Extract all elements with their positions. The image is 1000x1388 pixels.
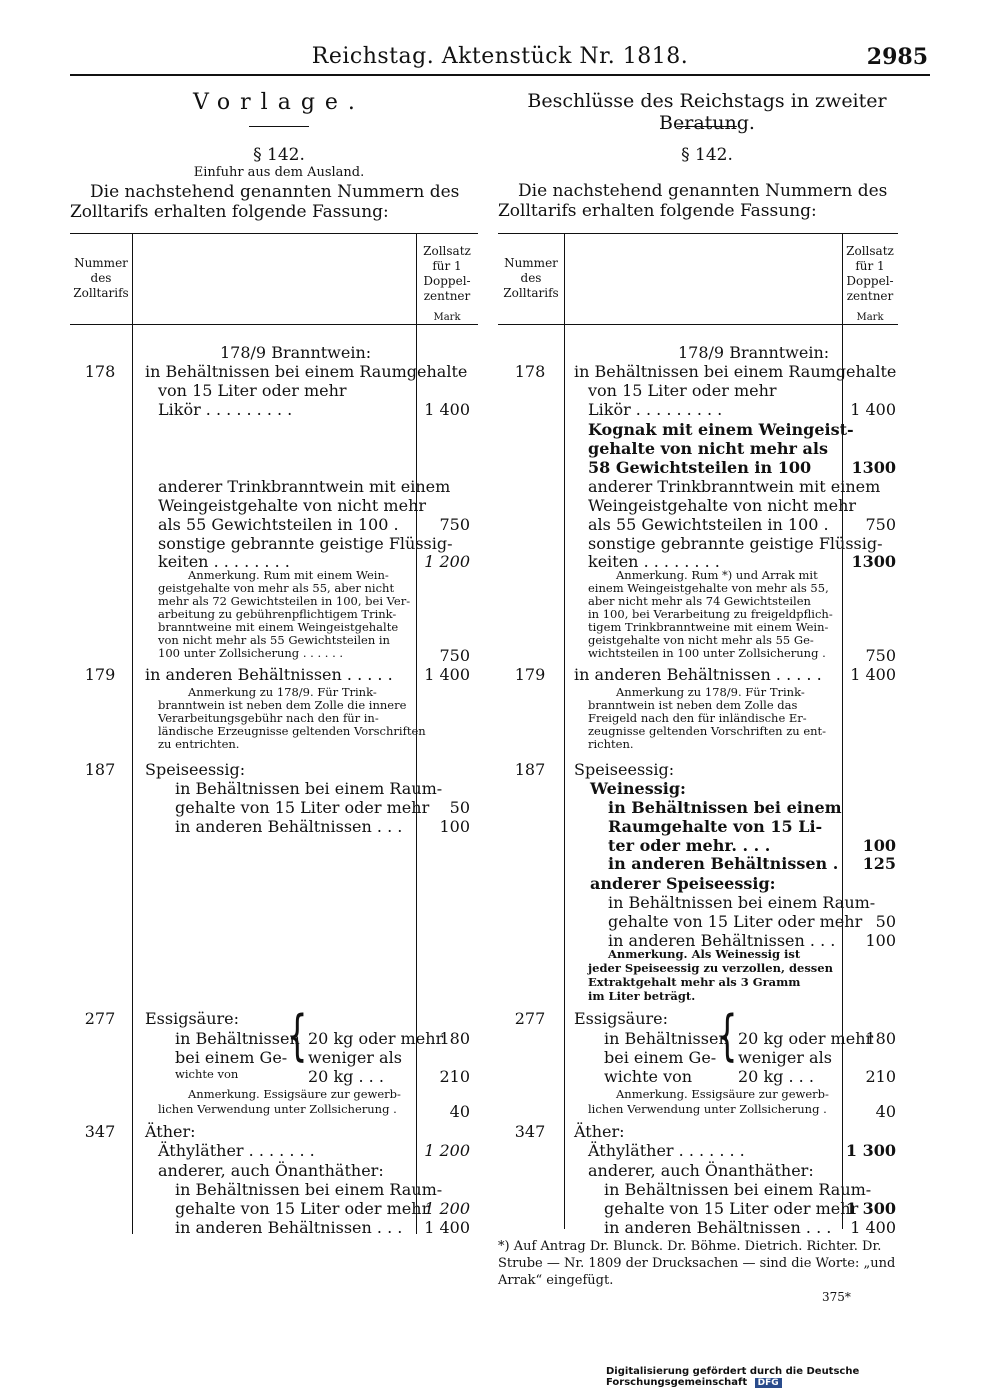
row-text: in anderen Behältnissen . . . [175,817,403,836]
tariff-number: 187 [84,760,116,779]
tariff-number: 178 [514,362,546,381]
header-unit: Mark [856,312,884,323]
header-nummer: Nummer des Zolltarifs [73,256,129,300]
row-text: Weingeistgehalte von nicht mehr [588,496,857,515]
duty-value: 40 [449,1102,470,1121]
duty-value: 1 200 [424,552,470,571]
page-number: 2985 [866,44,928,70]
row-text: in Behältnissen [604,1029,729,1048]
brace-option: 20 kg . . . [308,1067,384,1086]
tariff-number: 187 [514,760,546,779]
duty-value: 210 [865,1067,896,1086]
duty-value: 1 400 [424,1218,470,1237]
row-text: anderer Trinkbranntwein mit einem [588,477,881,496]
row-text: bei einem Ge- [604,1048,717,1067]
column-divider [564,234,565,1229]
row-text: gehalte von 15 Liter oder mehr [175,798,430,817]
footnote: *) Auf Antrag Dr. Blunck. Dr. Böhme. Dietrich. Richter. Dr. Strube — Nr. 1809 der Drucksachen — sind die Worte: „und Arrak“ eingefügt. [498,1239,896,1288]
row-text: wichtsteilen in 100 unter Zollsicherung . [588,646,826,660]
tariff-number: 178 [84,362,116,381]
row-text: mehr als 72 Gewichtsteilen in 100, bei Ver- [158,594,411,608]
row-text: in anderen Behältnissen . . . [608,931,836,950]
duty-value: 750 [439,515,470,534]
row-text: in Behältnissen bei einem [608,798,842,817]
row-text: Anmerkung. Als Weinessig ist [608,947,801,961]
row-text: geistgehalte von nicht mehr als 55 Ge- [588,633,814,647]
duty-value: 1 300 [845,1199,896,1218]
column-divider [132,234,133,1234]
row-text: keiten . . . . . . . . [158,552,290,571]
row-text: Extraktgehalt mehr als 3 Gramm [588,975,801,989]
section-number: § 142. [681,145,733,165]
row-text: Anmerkung zu 178/9. Für Trink- [616,685,805,699]
section-subtitle: Einfuhr aus dem Ausland. [193,165,365,180]
row-text: in anderen Behältnissen . . . [604,1218,832,1237]
row-text: aber nicht mehr als 74 Gewichtsteilen [588,594,811,608]
row-text: gehalte von nicht mehr als [588,439,828,458]
tariff-number: 347 [84,1122,116,1141]
row-text: tigem Trinkbranntweine mit einem Wein- [588,620,829,634]
row-text: sonstige gebrannte geistige Flüssig- [158,534,453,553]
row-text: Anmerkung. Essigsäure zur gewerb- [616,1087,829,1101]
header-rule [70,74,930,76]
row-text: Likör . . . . . . . . . [158,400,293,419]
row-text: lichen Verwendung unter Zollsicherung . [158,1102,397,1116]
duty-value: 1300 [851,458,896,477]
duty-value: 210 [439,1067,470,1086]
brace-option: weniger als [308,1048,402,1067]
row-text: von 15 Liter oder mehr [158,381,347,400]
row-text: Äther: [574,1122,625,1141]
duty-value: 1300 [851,552,896,571]
header-zollsatz: Zollsatz für 1 Doppel-zentner [846,244,894,303]
row-text: in Behältnissen bei einem Raum- [608,893,876,912]
tariff-number: 277 [514,1009,546,1028]
row-text: ter oder mehr. . . . [608,836,771,855]
document-title: Reichstag. Aktenstück Nr. 1818. [311,44,689,69]
row-text: wichte von [604,1067,693,1086]
brace-option: weniger als [738,1048,832,1067]
beschluesse-heading: Beschlüsse des Reichstags in zweiter Beratung. [527,90,887,134]
tariff-number: 277 [84,1009,116,1028]
vorlage-heading: Vorlage. [193,90,365,115]
row-text: in anderen Behältnissen . . . [175,1218,403,1237]
row-text: Äther: [145,1122,196,1141]
dfg-credit [606,1366,1000,1388]
duty-value: 750 [865,646,896,665]
header-zollsatz: Zollsatz für 1 Doppel-zentner [423,244,471,303]
duty-value: 1 300 [845,1141,896,1160]
duty-value: 1 400 [424,665,470,684]
row-text: in Behältnissen bei einem Raumgehalte [145,362,468,381]
duty-value: 40 [875,1102,896,1121]
row-text: in Behältnissen bei einem Raum- [175,779,443,798]
intro-text: Die nachstehend genannten Nummern des Zolltarifs erhalten folgende Fassung: [498,181,888,221]
duty-value: 1 400 [850,665,896,684]
duty-value: 1 400 [850,400,896,419]
row-text: Anmerkung. Rum *) und Arrak mit [616,568,818,582]
row-text: 100 unter Zollsicherung . . . . . . [158,646,344,660]
row-text: Likör . . . . . . . . . [588,400,723,419]
row-text: anderer, auch Önanthäther: [588,1161,814,1180]
brace-option: 20 kg . . . [738,1067,814,1086]
row-text: geistgehalte von mehr als 55, aber nicht [158,581,395,595]
left-tariff-table [70,233,478,1237]
duty-value: 100 [862,836,896,855]
row-text: in Behältnissen bei einem Raumgehalte [574,362,897,381]
row-text: Kognak mit einem Weingeist- [588,420,854,439]
row-text: gehalte von 15 Liter oder mehr [608,912,863,931]
header-unit: Mark [433,312,461,323]
duty-value: 1 200 [424,1199,470,1218]
page-header [0,44,1000,74]
row-text: arbeitung zu gebührenpflichtigem Trink- [158,607,397,621]
row-text: Weingeistgehalte von nicht mehr [158,496,427,515]
row-text: lichen Verwendung unter Zollsicherung . [588,1102,827,1116]
right-tariff-table [498,233,898,1237]
row-text: gehalte von 15 Liter oder mehr [175,1199,430,1218]
duty-value: 50 [875,912,896,931]
row-text: Anmerkung zu 178/9. Für Trink- [188,685,377,699]
row-text: als 55 Gewichtsteilen in 100 . [158,515,399,534]
row-text: Äthyläther . . . . . . . [158,1141,315,1160]
duty-value: 750 [439,646,470,665]
dfg-logo: DFG [755,1378,782,1388]
row-text: anderer Speiseessig: [590,874,776,893]
row-text: zeugnisse geltenden Vorschriften zu ent- [588,724,827,738]
row-text: branntweine mit einem Weingeistgehalte [158,620,399,634]
row-text: sonstige gebrannte geistige Flüssig- [588,534,883,553]
right-column-heading [498,90,916,221]
header-nummer: Nummer des Zolltarifs [503,256,559,300]
row-text: gehalte von 15 Liter oder mehr [604,1199,859,1218]
row-text: in anderen Behältnissen . [608,854,839,873]
row-text: wichte von [175,1067,239,1081]
row-text: anderer Trinkbranntwein mit einem [158,477,451,496]
left-column-heading [70,90,488,222]
duty-value: 100 [439,817,470,836]
row-text: bei einem Ge- [175,1048,288,1067]
duty-value: 1 200 [424,1141,470,1160]
row-text: branntwein ist neben dem Zolle das [588,698,798,712]
row-text: von 15 Liter oder mehr [588,381,777,400]
row-text: Essigsäure: [145,1009,240,1028]
row-text: in Behältnissen [175,1029,300,1048]
row-text: in Behältnissen bei einem Raum- [604,1180,872,1199]
row-text: in anderen Behältnissen . . . . . [145,665,393,684]
row-text: jeder Speiseessig zu verzollen, dessen [588,961,833,975]
row-text: im Liter beträgt. [588,989,696,1003]
row-text: von nicht mehr als 55 Gewichtsteilen in [158,633,390,647]
row-text: als 55 Gewichtsteilen in 100 . [588,515,829,534]
brace-symbol: { [286,1004,308,1067]
intro-text: Die nachstehend genannten Nummern des Zolltarifs erhalten folgende Fassung: [70,182,460,222]
row-text: in anderen Behältnissen . . . . . [574,665,822,684]
row-text: in 100, bei Verarbeitung zu freigeldpflich- [588,607,833,621]
row-text: Anmerkung. Essigsäure zur gewerb- [188,1087,401,1101]
tariff-number: 347 [514,1122,546,1141]
row-text: 178/9 Branntwein: [220,343,372,362]
tariff-number: 179 [84,665,116,684]
signature-mark: 375* [822,1290,851,1304]
duty-value: 50 [449,798,470,817]
row-text: in Behältnissen bei einem Raum- [175,1180,443,1199]
row-text: ländische Erzeugnisse geltenden Vorschriften [158,724,426,738]
row-text: Anmerkung. Rum mit einem Wein- [188,568,389,582]
dfg-credit-text: Digitalisierung gefördert durch die Deutsche Forschungsgemeinschaft [606,1366,860,1388]
row-text: 58 Gewichtsteilen in 100 [588,458,812,477]
duty-value: 180 [865,1029,896,1048]
row-text: einem Weingeistgehalte von mehr als 55, [588,581,829,595]
tariff-number: 179 [514,665,546,684]
row-text: Äthyläther . . . . . . . [588,1141,745,1160]
brace-symbol: { [716,1004,738,1067]
row-text: anderer, auch Önanthäther: [158,1161,384,1180]
brace-option: 20 kg oder mehr [738,1029,874,1048]
row-text: Raumgehalte von 15 Li- [608,817,823,836]
row-text: Weinessig: [590,779,686,798]
row-text: Freigeld nach den für inländische Er- [588,711,807,725]
row-text: Verarbeitungsgebühr nach den für in- [158,711,379,725]
duty-value: 100 [865,931,896,950]
section-number: § 142. [253,145,305,165]
duty-value: 125 [862,854,896,873]
row-text: richten. [588,737,634,751]
row-text: Speiseessig: [145,760,246,779]
row-text: Speiseessig: [574,760,675,779]
row-text: keiten . . . . . . . . [588,552,720,571]
brace-option: 20 kg oder mehr [308,1029,444,1048]
header-rule [498,324,898,325]
row-text: branntwein ist neben dem Zolle die innere [158,698,407,712]
duty-value: 1 400 [850,1218,896,1237]
duty-value: 1 400 [424,400,470,419]
row-text: zu entrichten. [158,737,240,751]
duty-value: 180 [439,1029,470,1048]
row-text: 178/9 Branntwein: [678,343,830,362]
row-text: Essigsäure: [574,1009,669,1028]
heading-rule [249,126,309,127]
duty-value: 750 [865,515,896,534]
